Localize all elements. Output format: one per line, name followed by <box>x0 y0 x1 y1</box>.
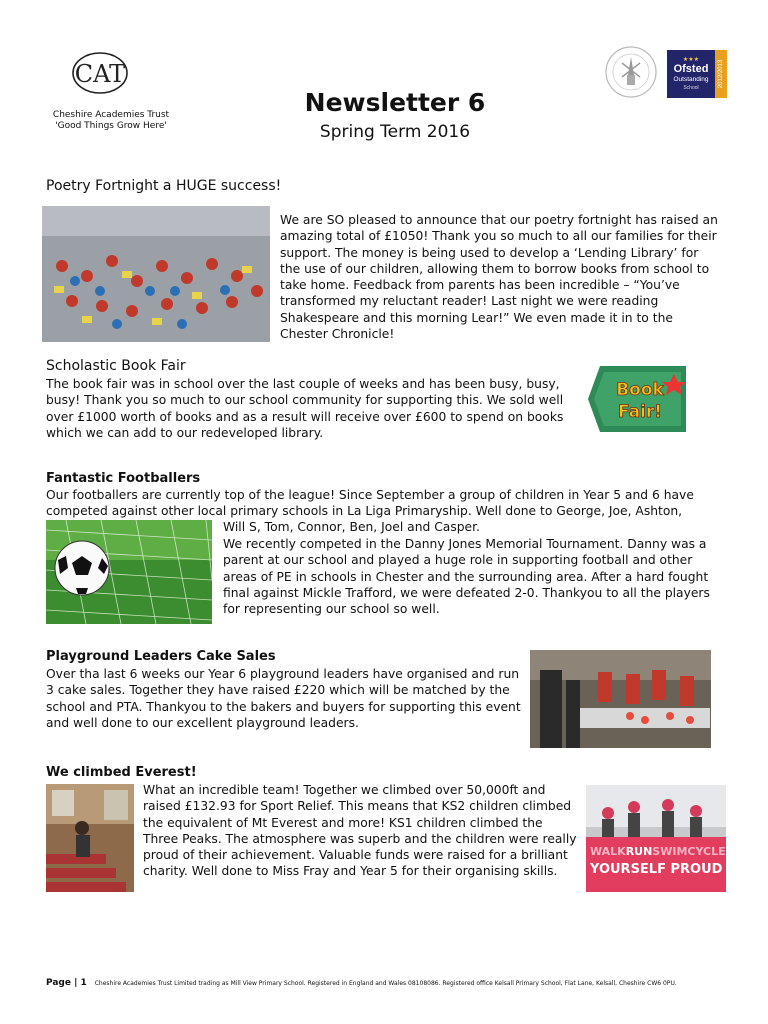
football-heading: Fantastic Footballers <box>46 471 201 486</box>
page-number: Page | 1 <box>46 978 87 988</box>
bookfair-body: The book fair was in school over the last couple of weeks and has been busy, busy, busy! Thank you so much to our school community for supporting this. We sold well over £1000 worth of books and as a result will receive over £600 to spend on books which we can add to our redeveloped library. <box>46 377 564 440</box>
cake-body: Over tha last 6 weeks our Year 6 playground leaders have organised and run 3 cake sales. Together they have raised £220 which will be matched by the school and PTA. Thankyou to the bakers and buyers for supporting this event and well done to our excellent playground leaders. <box>46 667 521 730</box>
footer-legal-text: Cheshire Academies Trust Limited trading as Mill View Primary School. Registered in England and Wales 08108086. Registered office Kelsall Primary School, Flat Lane, Kelsall, Cheshire CW6 0PU. <box>94 980 677 987</box>
ofsted-label: Ofsted <box>673 63 709 75</box>
football-body-intro: Our footballers are currently top of the league! Since September a group of children in Year 5 and 6 have competed against other local primary schools in La Liga Primaryship. Well done to George, Joe, Ashton, <box>46 488 694 519</box>
cat-logo-text: CAT <box>74 60 126 88</box>
banner-run: RUN <box>625 845 653 858</box>
everest-body: What an incredible team! Together we climbed over 50,000ft and raised £132.93 for Sport Relief. This means that KS2 children climbed the equivalent of Mt Everest and more! KS1 children climbed the Three Peaks. The atmosphere was superb and the children were really proud of their achievement. Valuable funds were raised for a brilliant charity. Well done to Miss Fray and Year 5 for their organising skills. <box>143 783 577 879</box>
trust-motto: 'Good Things Grow Here' <box>55 121 167 131</box>
book-fair-sign <box>586 360 692 438</box>
banner-walk: WALK <box>590 845 626 858</box>
trust-name-block <box>46 110 176 132</box>
football-body-tournament: We recently competed in the Danny Jones Memorial Tournament. Danny was a parent at our school and played a huge role in supporting football and other areas of PE in schools in Chester and the surrounding area. After a hard fought final against Mickle Trafford, we were defeated 2-0. Thankyou to all the players for representing our school so well. <box>223 537 710 617</box>
banner-yourself-proud: YOURSELF PROUD <box>590 862 723 877</box>
book-fair-sign-line1: Book <box>616 380 664 400</box>
svg-text:WALKRUNSWIMCYCLE <box>590 845 726 858</box>
poetry-heading: Poetry Fortnight a HUGE success! <box>46 178 282 194</box>
everest-stairs-photo <box>46 784 134 892</box>
football-body-names: Will S, Tom, Connor, Ben, Joel and Casper. <box>223 520 480 534</box>
banner-swimcycle: SWIMCYCLE <box>652 845 726 858</box>
poetry-crowd-photo <box>42 206 270 342</box>
ofsted-sub: Outstanding <box>673 76 709 83</box>
page-footer <box>46 978 746 988</box>
sport-relief-photo <box>586 785 726 892</box>
ofsted-years: 2012/2013 <box>718 59 724 89</box>
book-fair-sign-line2: Fair! <box>617 402 663 422</box>
cake-sale-photo <box>530 650 711 748</box>
school-seal-logo <box>600 45 662 99</box>
newsletter-title: Newsletter 6 <box>304 88 486 117</box>
ofsted-logo <box>667 50 727 98</box>
cat-logo <box>70 50 130 96</box>
ofsted-school: School <box>683 85 699 91</box>
svg-text:★★★: ★★★ <box>682 56 700 63</box>
cake-heading: Playground Leaders Cake Sales <box>46 649 276 664</box>
poetry-body: We are SO pleased to announce that our poetry fortnight has raised an amazing total of £1050! Thank you so much to all our families for their support. The money is being used to develop a ‘Lending Library’ for the use of our children, allowing them to borrow books from school to take home. Feedback from parents has been incredible – “You’ve transformed my reluctant reader! Last night we were reading Shakespeare and this morning Lear!” We even made it in to the Chester Chronicle! <box>280 213 718 342</box>
newsletter-subtitle: Spring Term 2016 <box>319 122 471 142</box>
bookfair-heading: Scholastic Book Fair <box>46 358 186 374</box>
football-goal-photo <box>46 520 212 624</box>
trust-name: Cheshire Academies Trust <box>52 110 170 120</box>
everest-heading: We climbed Everest! <box>46 765 197 780</box>
